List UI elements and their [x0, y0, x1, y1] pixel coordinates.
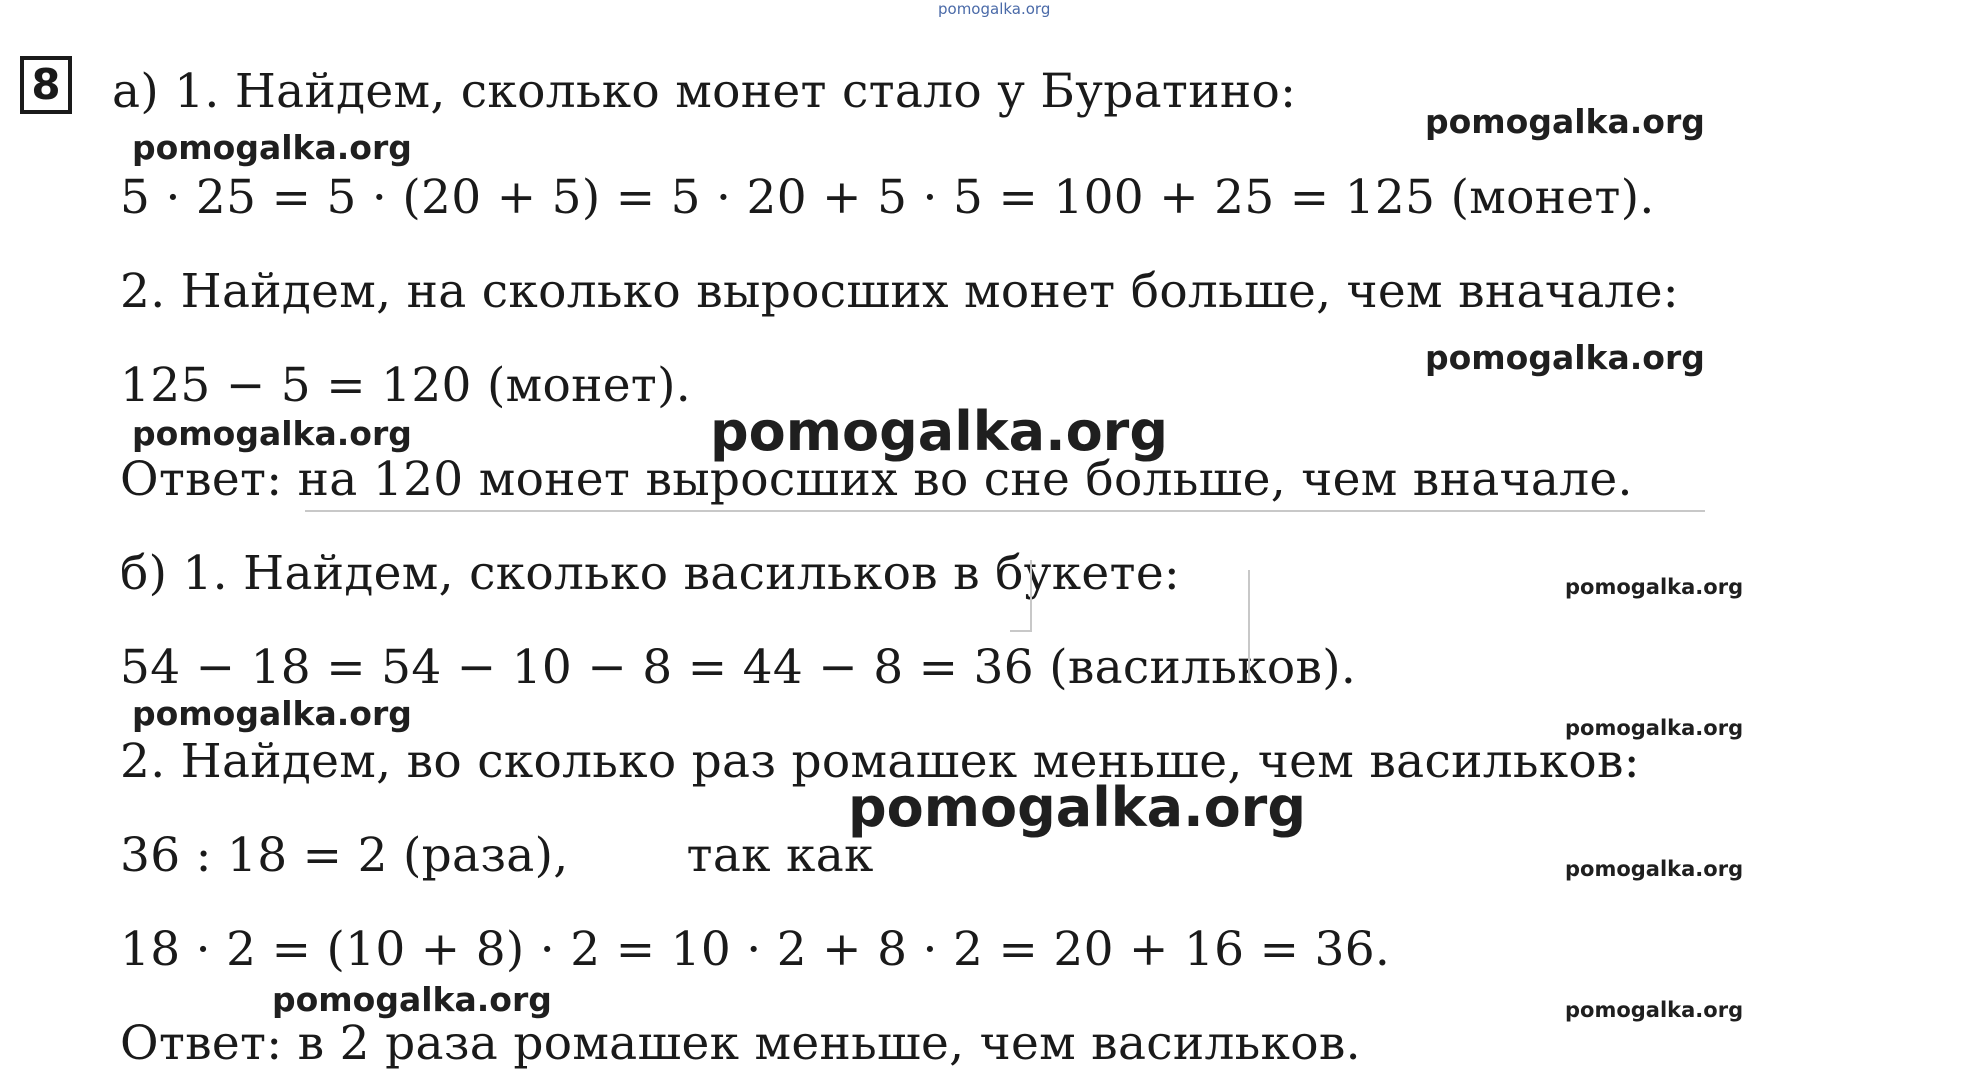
- watermark: pomogalka.org: [1565, 998, 1744, 1022]
- watermark-top: pomogalka.org: [938, 0, 1051, 18]
- watermark: pomogalka.org: [132, 414, 412, 453]
- part-a-calc1: 5 · 25 = 5 · (20 + 5) = 5 · 20 + 5 · 5 = 100 + 25 = 125 (монет).: [120, 170, 1655, 225]
- watermark: pomogalka.org: [132, 694, 412, 733]
- part-b-calc1: 54 − 18 = 54 − 10 − 8 = 44 − 8 = 36 (васильков).: [120, 640, 1357, 695]
- watermark: pomogalka.org: [1565, 716, 1744, 740]
- part-b-calc2-right: так как: [686, 828, 874, 883]
- watermark: pomogalka.org: [1565, 575, 1744, 599]
- watermark: pomogalka.org: [272, 980, 552, 1019]
- part-b-calc2-left: 36 : 18 = 2 (раза),: [120, 828, 569, 883]
- part-b-step2-text: 2. Найдем, во сколько раз ромашек меньше, чем васильков:: [120, 734, 1640, 789]
- part-a-step1-text: а) 1. Найдем, сколько монет стало у Буратино:: [112, 64, 1297, 119]
- part-a-answer: Ответ: на 120 монет выросших во сне больше, чем вначале.: [120, 452, 1633, 507]
- watermark: pomogalka.org: [848, 776, 1306, 839]
- part-b-calc2: [120, 826, 874, 886]
- watermark: pomogalka.org: [1425, 338, 1705, 377]
- part-b-step1-text: б) 1. Найдем, сколько васильков в букете:: [120, 546, 1181, 601]
- watermark: pomogalka.org: [710, 400, 1168, 463]
- task-number-box: 8: [20, 56, 72, 114]
- part-b-calc3: 18 · 2 = (10 + 8) · 2 = 10 · 2 + 8 · 2 = 20 + 16 = 36.: [120, 922, 1391, 977]
- part-b-answer: Ответ: в 2 раза ромашек меньше, чем васильков.: [120, 1016, 1361, 1071]
- part-a-step2-text: 2. Найдем, на сколько выросших монет больше, чем вначале:: [120, 264, 1679, 319]
- watermark: pomogalka.org: [1565, 857, 1744, 881]
- part-a-calc2: 125 − 5 = 120 (монет).: [120, 358, 691, 413]
- watermark: pomogalka.org: [1425, 102, 1705, 141]
- watermark: pomogalka.org: [132, 128, 412, 167]
